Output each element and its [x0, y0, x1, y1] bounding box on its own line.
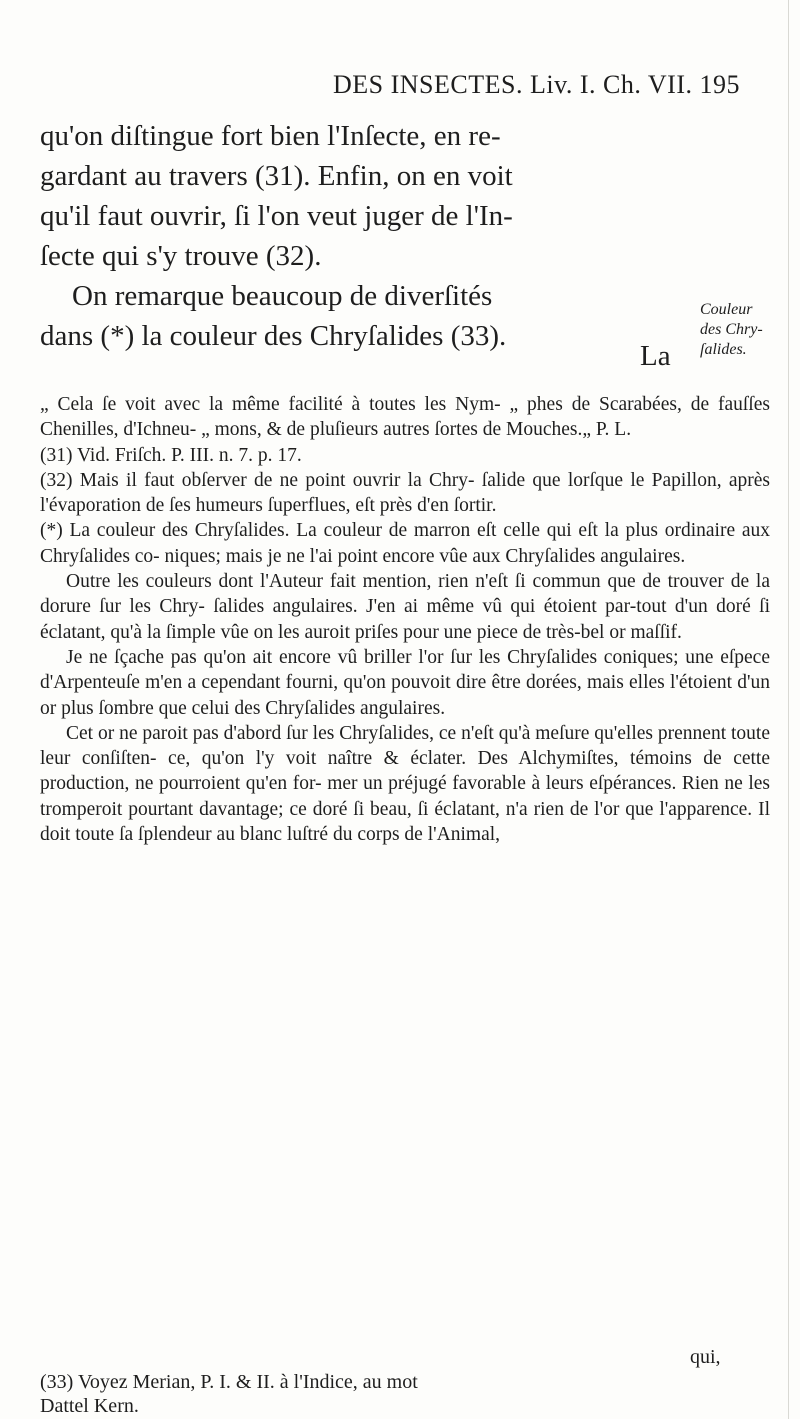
main-line: dans (*) la couleur des Chryſalides (33). [40, 320, 507, 352]
running-header: DES INSECTES. Liv. I. Ch. VII. 195 [333, 70, 740, 99]
note-paragraph: Cet or ne paroit pas d'abord ſur les Chryſalides, ce n'eſt qu'à meſure qu'elles prennent toute leur conſiſten- ce, qu'on l'y voit naître & éclater. Des Alchymiſtes, témoins de cette production, ne pourroient qu'en for- mer un préjugé favorable à leurs eſpérances. Rien ne les tromperoit pourtant davantage; ce doré ſi beau, ſi éclatant, n'a rien de l'or que l'apparence. Il doit toute ſa ſplendeur au blanc luſtré du corps de l'Animal, [40, 722, 770, 846]
note-paragraph: Je ne ſçache pas qu'on ait encore vû briller l'or ſur les Chryſalides coniques; une eſpece d'Arpenteuſe m'en a cependant fourni, qu'on pouvoit dire être dorées, mais elles l'étoient d'un or plus ſombre que celui des Chryſalides angulaires. [40, 646, 770, 719]
note-paragraph: (32) Mais il faut obſerver de ne point ouvrir la Chry- ſalide que lorſque le Papillon, après l'évaporation de ſes humeurs ſuperflues, eſt près d'en ſortir. [40, 469, 770, 517]
margin-note-line: des Chry- [700, 321, 763, 338]
footnote-line: (33) Voyez Merian, P. I. & II. à l'Indice, au mot [40, 1371, 418, 1393]
catchword: La [640, 340, 671, 372]
note-paragraph: (*) La couleur des Chryſalides. La couleur de marron eſt celle qui eſt la plus ordinaire aux Chryſalides co- niques; mais je ne l'ai point encore vûe aux Chryſalides angulaires. [40, 520, 770, 567]
page-edge [788, 0, 789, 1419]
main-text [40, 116, 690, 356]
main-line: qu'on diſtingue fort bien l'Inſecte, en re- [40, 120, 501, 152]
main-line: gardant au travers (31). Enfin, on en voit [40, 160, 513, 192]
notes-block [40, 392, 770, 847]
note-paragraph: „ Cela ſe voit avec la même facilité à toutes les Nym- „ phes de Scarabées, de fauſſes Chenilles, d'Ichneu- „ mons, & de pluſieurs autres ſortes de Mouches.„ P. L. [40, 394, 770, 441]
margin-note-line: Couleur [700, 301, 753, 318]
main-line: ſecte qui s'y trouve (32). [40, 240, 322, 272]
catchword: qui, [690, 1346, 721, 1368]
margin-note [700, 300, 798, 360]
main-line: On remarque beaucoup de diverſités [72, 280, 493, 312]
note-paragraph: Outre les couleurs dont l'Auteur fait mention, rien n'eſt ſi commun que de trouver de la dorure ſur les Chry- ſalides angulaires. J'en ai même vû qui étoient par-tout d'un doré ſi éclatant, qu'à la ſimple vûe on les auroit priſes pour une piece de très-bel or maſſif. [40, 571, 770, 643]
footnote [40, 1370, 770, 1418]
margin-note-line: ſalides. [700, 341, 747, 358]
note-paragraph: (31) Vid. Friſch. P. III. n. 7. p. 17. [40, 444, 302, 466]
main-line: qu'il faut ouvrir, ſi l'on veut juger de l'In- [40, 200, 513, 232]
footnote-line: Dattel Kern. [40, 1395, 139, 1417]
